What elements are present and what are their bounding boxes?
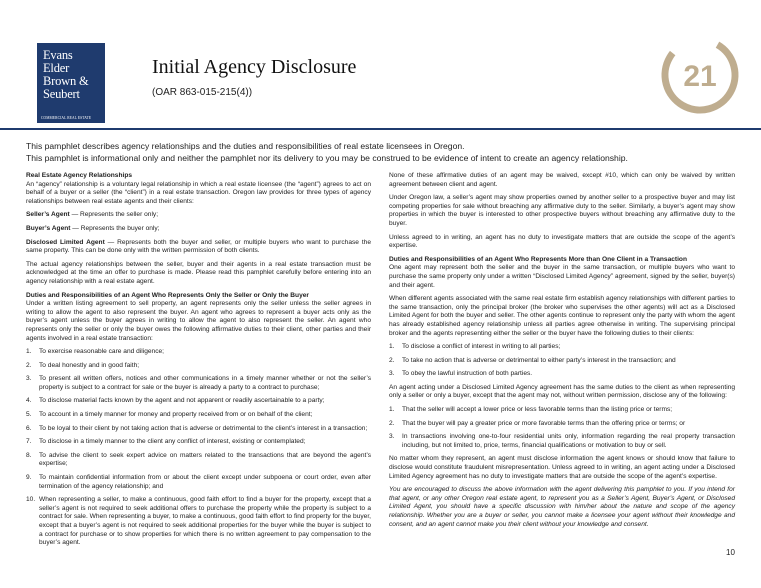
seal-number: 21 bbox=[683, 60, 717, 93]
paragraph: Under a written listing agreement to sell property, an agent represents only the seller unless the seller agrees in writing to allow the agent to also represent the buyer. An agent who agrees to represent a buyer acts only as the buyer’s agent unless the buyer agrees in writing to allow the agent to also represent the seller. An agent who represents only the seller or only the buyer owes the following affirmative duties to their client, other parties and their agents involved in a real estate transaction: bbox=[26, 300, 371, 342]
list-number: 5. bbox=[26, 411, 32, 419]
closing-note: You are encouraged to discuss the above information with the agent delivering this pamphlet to you. If you intend for that agent, or any other Oregon real estate agent, to represent you as a Seller’s Agent, Buyer’s Agent, or Disclosed Limited Agent, you should have a specific discussion with him/her about the nature and scope of the agency relationship. Whether you are a buyer or seller, you cannot make a licensee your agent without their knowledge and consent, and an agent cannot make you their client without your knowledge and consent. bbox=[389, 486, 735, 528]
list-number: 1. bbox=[26, 348, 32, 356]
intro-line: This pamphlet describes agency relationships and the duties and responsibilities of real estate licensees in Oregon. bbox=[26, 141, 465, 151]
list-number: 1. bbox=[389, 406, 395, 414]
list-item bbox=[26, 397, 371, 406]
section-heading: Duties and Responsibilities of an Agent Who Represents More than One Client in a Transaction bbox=[389, 255, 687, 263]
term: Seller’s Agent bbox=[26, 211, 70, 219]
definition-buyer-agent bbox=[26, 225, 371, 234]
list-item bbox=[26, 375, 371, 392]
section-heading: Duties and Responsibilities of an Agent Who Represents Only the Seller or Only the Buyer bbox=[26, 291, 309, 299]
header bbox=[0, 0, 761, 128]
definition: — Represents both the buyer and seller, or multiple buyers who want to purchase the same property. This can be done only with the written permission of both clients. bbox=[26, 238, 371, 255]
list-text: To deal honestly and in good faith; bbox=[39, 361, 140, 369]
paragraph: Under Oregon law, a seller’s agent may show properties owned by another seller to a prospective buyer and may list competing properties for sale without breaching any affirmative duty to the seller. Similarly, a buyer’s agent may show properties in which the buyer is interested to other prospective buyers without breaching any affirmative duty to the buyer. bbox=[389, 194, 735, 227]
definition: — Represents the seller only; bbox=[69, 211, 159, 219]
list-text: To maintain confidential information from or about the client except under subpoena or court order, even after termination of the agency relationship; and bbox=[39, 474, 371, 490]
list-item bbox=[389, 370, 735, 379]
section-agency-relationships bbox=[26, 172, 371, 206]
paragraph: An agent acting under a Disclosed Limited Agency agreement has the same duties to the client as when representing only a seller or only a buyer, except that the agent may not, without written permission, disclose any of the following: bbox=[389, 383, 735, 400]
intro bbox=[26, 140, 736, 164]
page-number: 10 bbox=[726, 548, 735, 557]
list-item bbox=[26, 474, 371, 491]
list-number: 3. bbox=[26, 375, 32, 383]
list-item bbox=[389, 433, 735, 450]
page-subtitle: (OAR 863-015-215(4)) bbox=[152, 87, 253, 98]
century-21-seal-icon bbox=[652, 27, 748, 123]
list-number: 10. bbox=[26, 496, 36, 504]
list-item bbox=[389, 420, 735, 429]
logo-line: Seubert bbox=[43, 87, 80, 101]
definition-disclosed-limited-agent bbox=[26, 239, 371, 256]
list-text: To present all written offers, notices and other communications in a timely manner whether or not the seller’s property is subject to a contract for sale or the buyer is already a party to a contract to purchase; bbox=[39, 375, 371, 391]
list-number: 8. bbox=[26, 451, 32, 459]
right-column bbox=[389, 172, 735, 534]
list-text: To disclose in a timely manner to the client any conflict of interest, existing or contemplated; bbox=[39, 438, 306, 446]
list-text: To disclose material facts known by the agent and not apparent or readily ascertainable to a party; bbox=[39, 397, 325, 405]
left-column bbox=[26, 172, 371, 553]
list-text: To obey the lawful instruction of both parties. bbox=[402, 370, 533, 378]
list-text: To account in a timely manner for money and property received from or on behalf of the client; bbox=[39, 411, 313, 419]
list-text: To exercise reasonable care and diligence; bbox=[39, 348, 164, 356]
header-divider bbox=[0, 128, 761, 130]
list-text: To be loyal to their client by not taking action that is adverse or detrimental to the client’s interest in a transaction; bbox=[39, 424, 368, 432]
list-item bbox=[26, 362, 371, 371]
paragraph: None of these affirmative duties of an agent may be waived, except #10, which can only be waived by written agreement between client and agent. bbox=[389, 172, 735, 188]
list-item bbox=[389, 357, 735, 366]
paragraph: The actual agency relationships between the seller, buyer and their agents in a real estate transaction must be acknowledged at the time an offer to purchase is made. Please read this pamphlet carefully before entering into an agency relationship with a real estate agent. bbox=[26, 260, 371, 285]
logo-line: Brown & bbox=[43, 74, 89, 88]
definition-seller-agent bbox=[26, 211, 371, 220]
list-item bbox=[26, 425, 371, 434]
list-number: 1. bbox=[389, 343, 395, 351]
page-title: Initial Agency Disclosure bbox=[152, 56, 357, 78]
list-text: That the seller will accept a lower price or less favorable terms than the listing price or terms; bbox=[402, 406, 673, 414]
paragraph: One agent may represent both the seller and the buyer in the same transaction, or multiple buyers who want to purchase the same property only under a written “Disclosed Limited Agency” agreement, signed by the seller, buyer(s) and their agent. bbox=[389, 264, 735, 289]
paragraph: No matter whom they represent, an agent must disclose information the agent knows or should know that failure to disclose would constitute fraudulent misrepresentation. Unless agreed to in writing, an agent acting under a Disclosed Limited Agency agreement has no duty to investigate matters that are outside the scope of the agent’s expertise. bbox=[389, 455, 735, 480]
list-item bbox=[26, 438, 371, 447]
list-item bbox=[26, 348, 371, 357]
list-item bbox=[389, 343, 735, 352]
logo-line: Evans bbox=[43, 48, 73, 62]
list-text: That the buyer will pay a greater price or more favorable terms than the offering price or terms; or bbox=[402, 419, 686, 427]
term: Buyer’s Agent bbox=[26, 224, 71, 232]
list-number: 7. bbox=[26, 438, 32, 446]
list-text: When representing a seller, to make a continuous, good faith effort to find a buyer for the property, except that a seller’s agent is not required to seek additional offers to purchase the property while the property is subject to a contract for sale. When representing a buyer, to make a continuous, good faith effort to find property for the buyer, except that a buyer’s agent is not required to seek additional properties for the buyer while the buyer is subject to a contract for purchase or to show properties for which there is no written agreement to pay compensation to the buyer’s agent. bbox=[39, 496, 371, 547]
company-logo bbox=[37, 43, 105, 123]
list-number: 2. bbox=[26, 361, 32, 369]
list-text: To advise the client to seek expert advice on matters related to the transactions that are beyond the agent’s expertise; bbox=[39, 451, 371, 468]
list-number: 2. bbox=[389, 356, 395, 364]
list-number: 4. bbox=[26, 397, 32, 405]
logo-line: Elder bbox=[43, 61, 70, 75]
section-heading: Real Estate Agency Relationships bbox=[26, 172, 133, 179]
list-text: To disclose a conflict of interest in writing to all parties; bbox=[402, 343, 561, 351]
list-number: 6. bbox=[26, 424, 32, 432]
duties-list bbox=[26, 348, 371, 548]
list-text: To take no action that is adverse or detrimental to either party’s interest in the transaction; and bbox=[402, 356, 676, 364]
list-item bbox=[26, 411, 371, 420]
dual-agency-duties-list bbox=[389, 343, 735, 379]
nondisclosure-list bbox=[389, 406, 735, 450]
list-item bbox=[26, 452, 371, 469]
logo-subline: COMMERCIAL REAL ESTATE bbox=[41, 116, 92, 120]
definition: — Represents the buyer only; bbox=[70, 224, 160, 232]
list-number: 3. bbox=[389, 370, 395, 378]
paragraph: When different agents associated with the same real estate firm establish agency relationships with different parties to the same transaction, only the principal broker (the broker who supervises the other agents) will act as a Disclosed Limited Agent for both the buyer and seller. The other agents continue to represent only the party with whom the agent has already established agency relationship unless all parties agree otherwise in writing. The supervising principal broker and the agents representing either the seller or the buyer have the following duties to their clients: bbox=[389, 295, 735, 337]
paragraph: An “agency” relationship is a voluntary legal relationship in which a real estate licensee (the “agent”) agrees to act on behalf of a buyer or a seller (the “client”) in a real estate transaction. Oregon law provides for three types of agency relationships between real estate agents and their clients: bbox=[26, 180, 371, 205]
list-item bbox=[389, 406, 735, 415]
list-number: 2. bbox=[389, 419, 395, 427]
section-single-client-duties bbox=[26, 292, 371, 344]
list-number: 3. bbox=[389, 433, 395, 441]
intro-line: This pamphlet is informational only and neither the pamphlet nor its delivery to you may be construed to be evidence of intent to create an agency relationship. bbox=[26, 153, 628, 163]
section-multiple-client-duties bbox=[389, 256, 735, 290]
term: Disclosed Limited Agent bbox=[26, 238, 105, 246]
paragraph: Unless agreed to in writing, an agent has no duty to investigate matters that are outside the scope of the agent’s expertise. bbox=[389, 233, 735, 250]
list-number: 9. bbox=[26, 474, 32, 482]
list-item bbox=[26, 496, 371, 548]
list-text: In transactions involving one-to-four residential units only, information regarding the real property transaction including, but not limited to, price, terms, financial qualifications or motivation to buy or sell. bbox=[402, 433, 735, 449]
